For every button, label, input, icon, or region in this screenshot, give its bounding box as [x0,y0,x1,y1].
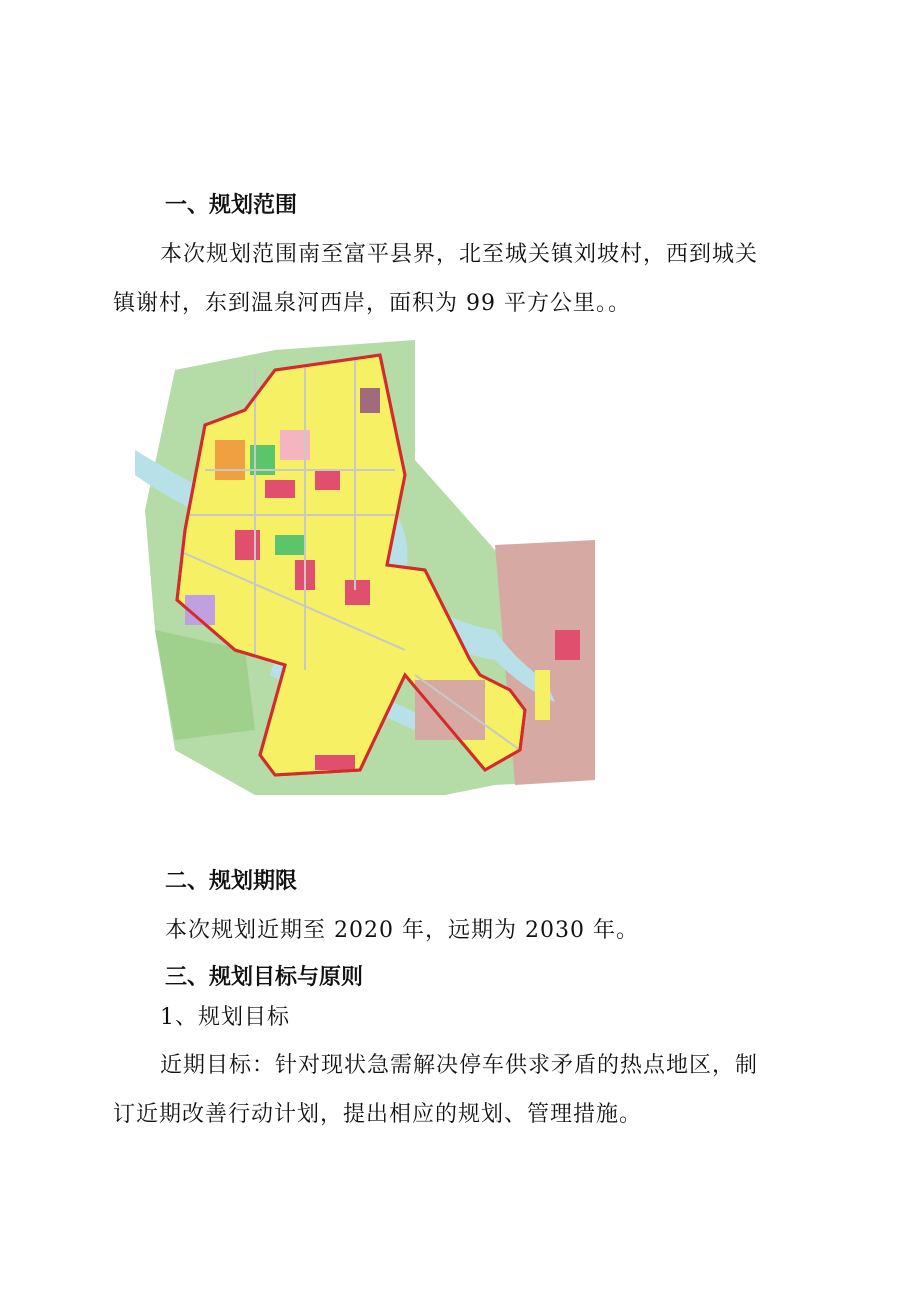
block-red-5 [235,530,260,560]
block-orange [215,440,245,480]
block-green-2 [275,535,305,555]
block-red-east [555,630,580,660]
planning-map-svg [115,330,595,795]
goals-subheading: 1、规划目标 [160,1005,290,1030]
planning-map-image [115,330,595,795]
block-red-south [315,755,355,770]
block-yellow-east [535,670,550,720]
block-red-2 [265,480,295,498]
goals-paragraph-line2: 订近期改善行动计划，提出相应的规划、管理措施。 [113,1102,643,1127]
goals-paragraph-line1: 近期目标：针对现状急需解决停车供求矛盾的热点地区，制 [160,1053,759,1078]
scope-paragraph-line2: 镇谢村，东到温泉河西岸，面积为 99 平方公里。。 [113,291,631,316]
block-purple [360,388,380,413]
section-heading-goals: 三、规划目标与原则 [165,965,364,990]
block-red-3 [345,580,370,605]
block-yellow-south [275,705,315,735]
section-heading-period: 二、规划期限 [165,869,298,894]
scope-paragraph-line1: 本次规划范围南至富平县界，北至城关镇刘坡村，西到城关 [160,242,759,267]
section-heading-scope: 一、规划范围 [165,193,298,218]
period-paragraph: 本次规划近期至 2020 年，远期为 2030 年。 [165,918,639,943]
block-red-1 [315,470,340,490]
block-industrial [415,680,485,740]
